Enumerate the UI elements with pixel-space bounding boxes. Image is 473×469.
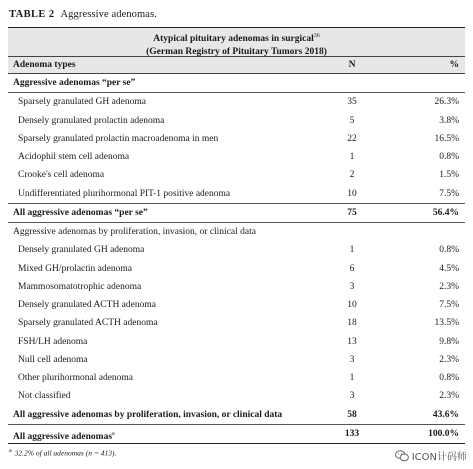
table-row <box>8 223 465 241</box>
row-count: 5 <box>349 115 355 126</box>
row-adenoma-type <box>18 296 156 314</box>
row-count: 18 <box>347 318 357 329</box>
row-count: 10 <box>347 188 357 199</box>
row-count: 3 <box>349 391 355 402</box>
footnote-ref-sup: a <box>112 430 115 437</box>
wechat-icon <box>395 450 409 462</box>
table-label: TABLE 2 <box>9 9 55 20</box>
table-title: Aggressive adenomas. <box>60 9 157 20</box>
col-header-types: Adenoma types <box>13 60 76 70</box>
row-count: 58 <box>347 409 357 420</box>
column-header-row <box>8 57 465 74</box>
row-percent: 1.5% <box>439 170 459 181</box>
row-percent: 100.0% <box>428 428 459 439</box>
table-row <box>8 130 465 148</box>
row-count: 35 <box>347 97 357 108</box>
row-percent: 0.8% <box>439 373 459 383</box>
row-adenoma-type-text: Densely granulated ACTH adenoma <box>18 300 156 310</box>
row-adenoma-type <box>18 369 133 387</box>
watermark-text: ICON计码师 <box>411 452 467 463</box>
table-row <box>8 185 465 204</box>
row-count: 3 <box>349 354 355 365</box>
row-adenoma-type <box>18 148 129 166</box>
row-adenoma-type <box>18 93 146 111</box>
table-row <box>8 425 465 444</box>
col-header-pct: % <box>449 60 459 70</box>
row-adenoma-type-text: Mixed GH/prolactin adenoma <box>18 263 132 274</box>
row-count: 133 <box>344 428 360 439</box>
row-count: 1 <box>349 245 355 256</box>
row-count: 3 <box>349 281 355 292</box>
row-adenoma-type-text: Aggressive adenomas by proliferation, invasion, or clinical data <box>13 227 256 237</box>
row-adenoma-type-text: FSH/LH adenoma <box>18 336 88 347</box>
row-percent: 4.5% <box>439 263 459 274</box>
row-percent: 26.3% <box>434 97 459 108</box>
row-adenoma-type-text: Aggressive adenomas “per se” <box>13 78 136 88</box>
row-percent: 7.5% <box>439 300 459 310</box>
row-count: 1 <box>349 152 355 162</box>
table-row <box>8 260 465 278</box>
row-adenoma-type-text: All aggressive adenomas <box>13 431 113 442</box>
table-row <box>8 278 465 296</box>
row-count: 6 <box>349 263 355 274</box>
citation-sup: 36 <box>313 33 320 39</box>
row-adenoma-type <box>18 130 218 148</box>
row-adenoma-type-text: Acidophil stem cell adenoma <box>18 152 130 162</box>
row-adenoma-type <box>18 185 230 203</box>
footnote-marker: a <box>9 448 12 454</box>
row-adenoma-type-text: Null cell adenoma <box>18 354 88 365</box>
row-adenoma-type-text: Densely granulated prolactin adenoma <box>18 115 165 126</box>
row-adenoma-type-text: Sparsely granulated prolactin macroadenoma in men <box>18 133 219 144</box>
row-percent: 0.8% <box>439 152 459 162</box>
row-percent: 2.3% <box>439 354 459 365</box>
table-row <box>8 93 465 111</box>
row-adenoma-type <box>18 333 87 351</box>
table-row <box>8 387 465 405</box>
row-percent: 56.4% <box>432 207 459 218</box>
row-adenoma-type <box>18 278 141 296</box>
row-adenoma-type <box>13 204 148 222</box>
table-row <box>8 241 465 259</box>
table-body <box>8 74 465 444</box>
row-adenoma-type-text: Mammosomatotrophic adenoma <box>18 281 142 292</box>
super-header-line2: (German Registry of Pituitary Tumors 2018) <box>146 46 327 57</box>
row-adenoma-type-text: Not classified <box>18 391 71 402</box>
row-percent: 13.5% <box>434 318 459 329</box>
row-adenoma-type <box>18 112 164 130</box>
table-row <box>8 314 465 332</box>
row-adenoma-type <box>18 387 71 405</box>
table-row <box>8 369 465 387</box>
row-count: 75 <box>347 207 357 218</box>
row-percent: 0.8% <box>439 245 459 256</box>
table-row <box>8 166 465 184</box>
row-percent: 3.8% <box>439 115 459 126</box>
table-row <box>8 148 465 166</box>
watermark <box>395 448 467 463</box>
row-count: 1 <box>349 373 355 383</box>
row-percent: 9.8% <box>439 336 459 347</box>
row-adenoma-type <box>18 260 132 278</box>
row-adenoma-type-text: Undifferentiated plurihormonal PIT-1 positive adenoma <box>18 188 231 199</box>
row-count: 22 <box>347 133 357 144</box>
row-percent: 7.5% <box>439 188 459 199</box>
row-count: 10 <box>347 300 357 310</box>
table-row <box>8 333 465 351</box>
row-adenoma-type-text: All aggressive adenomas by proliferation, invasion, or clinical data <box>13 409 283 420</box>
table-super-header <box>8 27 465 57</box>
row-adenoma-type-text: All aggressive adenomas “per se” <box>13 207 148 218</box>
table-row <box>8 74 465 93</box>
table-row <box>8 296 465 314</box>
row-adenoma-type-text: Sparsely granulated GH adenoma <box>18 97 146 108</box>
row-percent: 2.3% <box>439 391 459 402</box>
row-adenoma-type <box>13 406 282 424</box>
adenoma-table <box>8 27 465 444</box>
row-percent: 43.6% <box>432 409 459 420</box>
footnote <box>9 448 116 458</box>
col-header-n: N <box>348 60 356 70</box>
table-caption <box>9 9 157 20</box>
row-adenoma-type-text: Densely granulated GH adenoma <box>18 245 145 256</box>
row-adenoma-type <box>13 74 135 92</box>
table-row <box>8 351 465 369</box>
super-header-line1: Atypical pituitary adenomas in surgical <box>153 34 314 45</box>
row-adenoma-type <box>18 241 144 259</box>
row-adenoma-type-text: Sparsely granulated ACTH adenoma <box>18 318 158 329</box>
row-count: 13 <box>347 336 357 347</box>
footnote-text: 32.2% of all adenomas (n = 413). <box>14 448 117 458</box>
row-adenoma-type <box>13 223 256 241</box>
table-row <box>8 204 465 223</box>
row-adenoma-type <box>18 351 88 369</box>
table-row <box>8 406 465 425</box>
row-percent: 16.5% <box>434 133 459 144</box>
row-adenoma-type <box>13 425 115 446</box>
row-adenoma-type-text: Crooke's cell adenoma <box>18 170 105 181</box>
row-adenoma-type-text: Other plurihormonal adenoma <box>18 373 134 383</box>
row-adenoma-type <box>18 314 158 332</box>
row-percent: 2.3% <box>439 281 459 292</box>
table-row <box>8 112 465 130</box>
row-adenoma-type <box>18 166 104 184</box>
row-count: 2 <box>349 170 355 181</box>
